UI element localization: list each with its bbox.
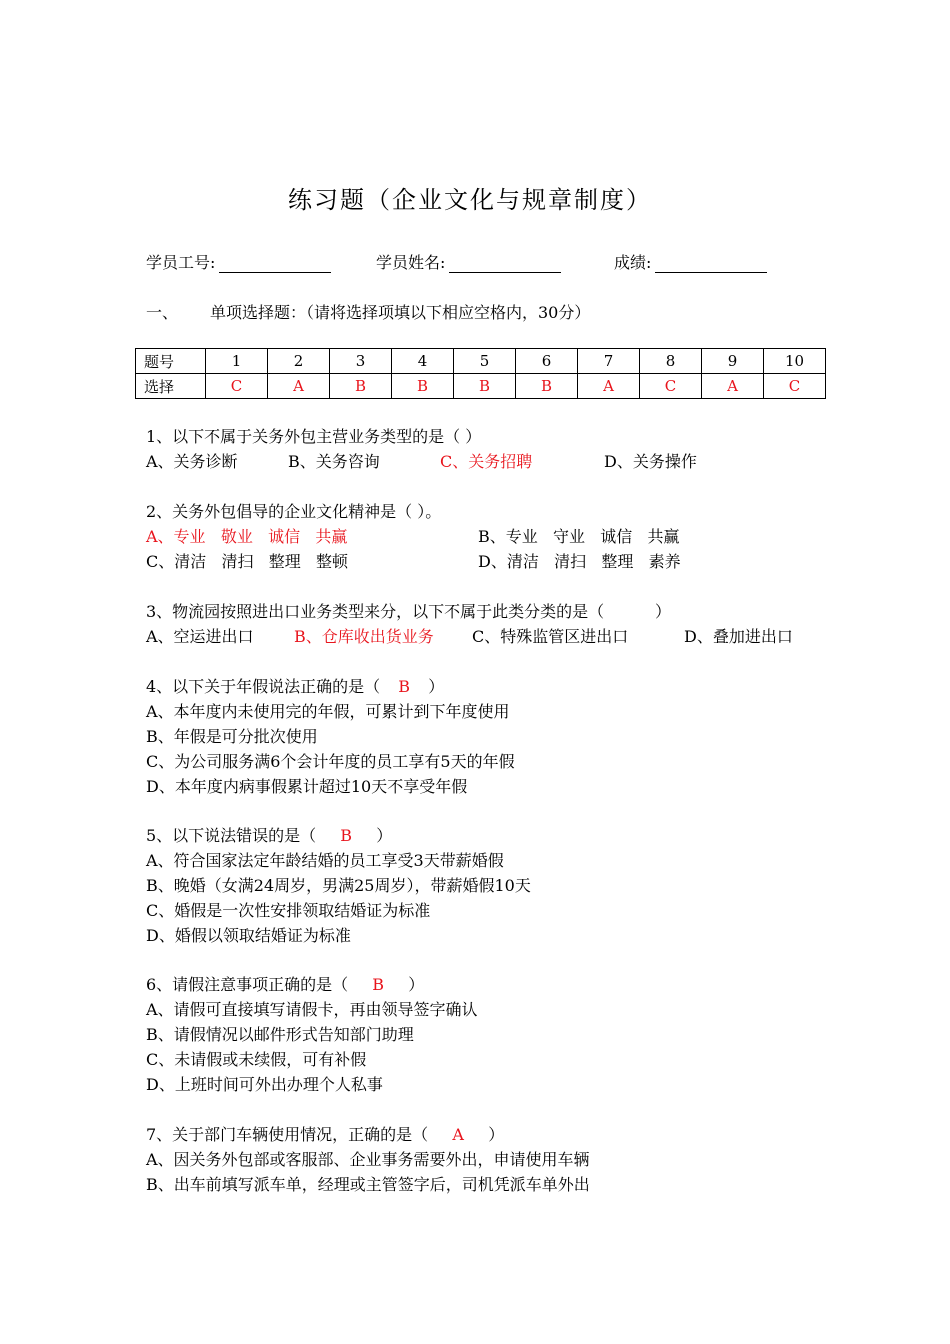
q4-option-b[interactable]: B、年假是可分批次使用 [146,727,318,746]
q6-option-a[interactable]: A、请假可直接填写请假卡，再由领导签字确认 [146,1000,478,1019]
question-2-options-row-2 [146,552,766,572]
name-label: 学员姓名: [376,253,446,272]
q6-stem-close: ） [408,975,425,994]
score-field[interactable] [614,250,767,273]
q1-option-c[interactable]: C、关务招聘 [440,452,533,471]
answer-cell[interactable]: C [206,374,268,399]
question-4-stem [146,677,444,697]
question-1-options [146,452,766,472]
employee-id-label: 学员工号: [146,253,216,272]
answer-cell[interactable]: B [454,374,516,399]
q6-stem-text: 6、请假注意事项正确的是（ [146,975,349,994]
q4-option-c[interactable]: C、为公司服务满6个会计年度的员工享有5天的年假 [146,752,515,771]
q4-stem-text: 4、以下关于年假说法正确的是（ [146,677,381,696]
q1-option-d[interactable]: D、关务操作 [604,452,697,471]
q5-answer: B [340,826,353,845]
answer-cell[interactable]: A [268,374,330,399]
q2-option-a[interactable]: A、专业 敬业 诚信 共赢 [146,527,348,546]
q5-option-d[interactable]: D、婚假以领取结婚证为标准 [146,926,351,945]
choice-row-label: 选择 [136,374,206,399]
score-blank[interactable] [655,254,767,273]
q4-option-d[interactable]: D、本年度内病事假累计超过10天不享受年假 [146,777,468,796]
q5-stem-text: 5、以下说法错误的是（ [146,826,317,845]
q6-option-c[interactable]: C、未请假或未续假，可有补假 [146,1050,367,1069]
question-2-stem: 2、关务外包倡导的企业文化精神是（ ）。 [146,502,442,521]
q4-option-a[interactable]: A、本年度内未使用完的年假，可累计到下年度使用 [146,702,510,721]
question-3-options [146,627,806,647]
question-number-cell: 10 [764,349,826,374]
employee-id-blank[interactable] [219,254,331,273]
question-2-options-row-1 [146,527,766,547]
q2-option-b[interactable]: B、专业 守业 诚信 共赢 [478,527,680,546]
answer-cell[interactable]: B [330,374,392,399]
q4-stem-close: ） [428,677,445,696]
number-row-label: 题号 [136,349,206,374]
employee-id-field[interactable] [146,250,331,273]
q3-option-b[interactable]: B、仓库收出货业务 [294,627,434,646]
answer-table-choice-row [136,374,826,399]
question-5-stem [146,826,392,846]
question-number-cell: 2 [268,349,330,374]
section-title: 单项选择题：（请将选择项填以下相应空格内，30分） [210,303,591,322]
question-number-cell: 5 [454,349,516,374]
section-number: 一、 [146,303,179,322]
name-field[interactable] [376,250,561,273]
question-3-stem: 3、物流园按照进出口业务类型来分，以下不属于此类分类的是（ ） [146,602,672,621]
question-6-stem [146,975,424,995]
q5-option-c[interactable]: C、婚假是一次性安排领取结婚证为标准 [146,901,431,920]
q5-option-b[interactable]: B、晚婚（女满24周岁，男满25周岁），带薪婚假10天 [146,876,531,895]
question-number-cell: 9 [702,349,764,374]
question-number-cell: 6 [516,349,578,374]
q2-option-d[interactable]: D、清洁 清扫 整理 素养 [478,552,681,571]
q5-stem-close: ） [376,826,393,845]
q3-option-c[interactable]: C、特殊监管区进出口 [472,627,629,646]
answer-cell[interactable]: B [392,374,454,399]
q7-option-a[interactable]: A、因关务外包部或客服部、企业事务需要外出，申请使用车辆 [146,1150,590,1169]
question-number-cell: 8 [640,349,702,374]
name-blank[interactable] [449,254,561,273]
q7-option-b[interactable]: B、出车前填写派车单，经理或主管签字后，司机凭派车单外出 [146,1175,590,1194]
answer-cell[interactable]: A [578,374,640,399]
answer-table [135,348,826,399]
answer-table-number-row [136,349,826,374]
q4-answer: B [398,677,411,696]
answer-cell[interactable]: C [764,374,826,399]
q3-option-a[interactable]: A、空运进出口 [146,627,254,646]
page-title: 练习题（企业文化与规章制度） [288,186,652,214]
question-number-cell: 7 [578,349,640,374]
q7-stem-text: 7、关于部门车辆使用情况，正确的是（ [146,1125,429,1144]
q6-option-d[interactable]: D、上班时间可外出办理个人私事 [146,1075,383,1094]
question-1-stem: 1、以下不属于关务外包主营业务类型的是（ ） [146,427,482,446]
q5-option-a[interactable]: A、符合国家法定年龄结婚的员工享受3天带薪婚假 [146,851,504,870]
q6-answer: B [372,975,385,994]
score-label: 成绩: [614,253,652,272]
question-number-cell: 4 [392,349,454,374]
q2-option-c[interactable]: C、清洁 清扫 整理 整顿 [146,552,349,571]
q1-option-b[interactable]: B、关务咨询 [288,452,380,471]
q3-option-d[interactable]: D、叠加进出口 [684,627,793,646]
q7-answer: A [452,1125,464,1144]
question-number-cell: 1 [206,349,268,374]
answer-cell[interactable]: A [702,374,764,399]
answer-cell[interactable]: B [516,374,578,399]
answer-cell[interactable]: C [640,374,702,399]
q1-option-a[interactable]: A、关务诊断 [146,452,238,471]
q7-stem-close: ） [488,1125,505,1144]
q6-option-b[interactable]: B、请假情况以邮件形式告知部门助理 [146,1025,414,1044]
section-heading [146,300,590,323]
question-7-stem [146,1125,504,1145]
question-number-cell: 3 [330,349,392,374]
